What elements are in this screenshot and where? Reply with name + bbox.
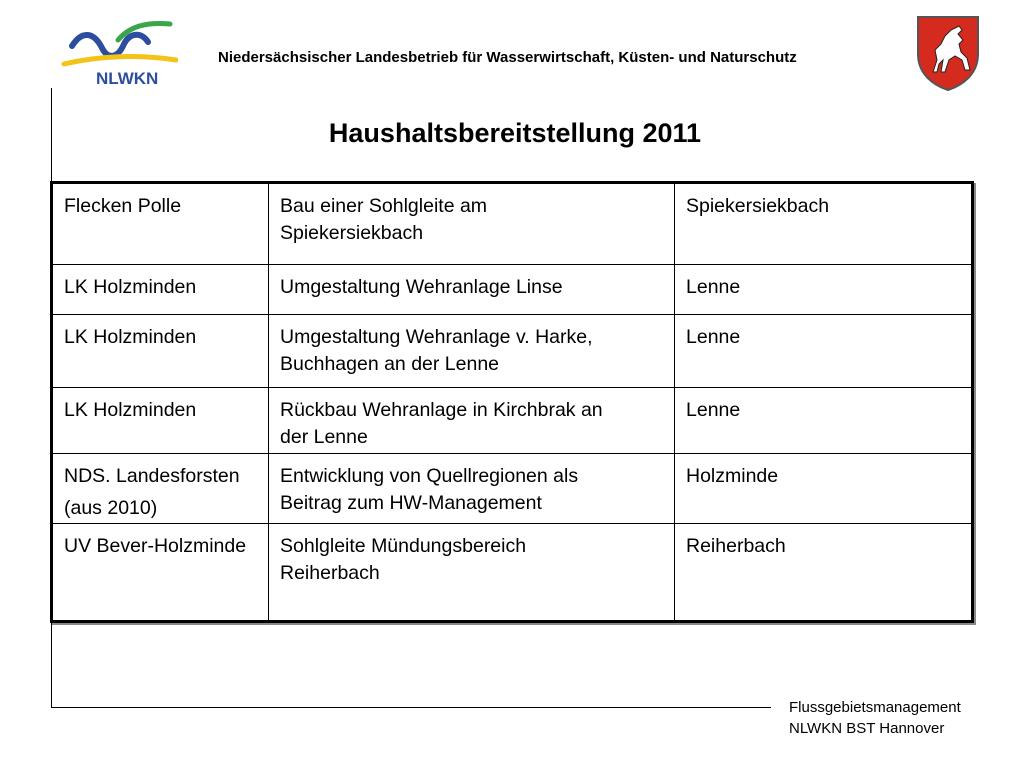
logo-wave-yellow	[64, 57, 176, 64]
table-row	[52, 388, 973, 454]
page-title: Haushaltsbereitstellung 2011	[328, 118, 702, 148]
cell-water-body	[675, 315, 973, 388]
cell-authority	[52, 388, 269, 454]
cell-authority	[52, 315, 269, 388]
cell-water-body	[675, 183, 973, 265]
authority-text: LK Holzminden	[64, 399, 197, 421]
measure-text: Entwicklung von Quellregionen als	[280, 465, 579, 487]
table-row	[52, 265, 973, 315]
lower-saxony-horse-crest-icon	[915, 14, 981, 92]
cell-measure	[269, 524, 675, 622]
table-row	[52, 524, 973, 622]
cell-authority	[52, 524, 269, 622]
cell-measure	[269, 183, 675, 265]
footer-line-2: NLWKN BST Hannover	[789, 720, 945, 737]
authority-text: (aus 2010)	[64, 497, 158, 519]
bottom-rule	[51, 707, 771, 708]
logo-wave-blue	[72, 35, 148, 56]
cell-water-body	[675, 265, 973, 315]
footer	[789, 697, 961, 739]
cell-water-body	[675, 388, 973, 454]
table-row	[52, 454, 973, 524]
measure-text: Umgestaltung Wehranlage Linse	[280, 276, 563, 298]
cell-water-body	[675, 454, 973, 524]
water-body-text: Spiekersiekbach	[686, 195, 830, 217]
footer-line-1: Flussgebietsmanagement	[789, 699, 961, 716]
water-body-text: Reiherbach	[686, 535, 786, 557]
table-row	[52, 183, 973, 265]
cell-measure	[269, 315, 675, 388]
measure-text: Rückbau Wehranlage in Kirchbrak an	[280, 399, 603, 421]
cell-authority	[52, 183, 269, 265]
authority-text: LK Holzminden	[64, 326, 197, 348]
logo-text: NLWKN	[96, 69, 159, 88]
water-body-text: Lenne	[686, 326, 741, 348]
authority-text: Flecken Polle	[64, 195, 182, 217]
measure-text: der Lenne	[280, 426, 368, 448]
budget-table	[50, 181, 974, 623]
cell-authority	[52, 454, 269, 524]
cell-measure	[269, 454, 675, 524]
cell-measure	[269, 388, 675, 454]
nlwkn-logo	[58, 18, 178, 88]
table-row	[52, 315, 973, 388]
measure-text: Reiherbach	[280, 562, 380, 584]
water-body-text: Holzminde	[686, 465, 779, 487]
measure-text: Sohlgleite Mündungsbereich	[280, 535, 527, 557]
cell-authority	[52, 265, 269, 315]
measure-text: Beitrag zum HW-Management	[280, 492, 542, 514]
measure-text: Bau einer Sohlgleite am	[280, 195, 488, 217]
water-body-text: Lenne	[686, 276, 741, 298]
organization-name: Niedersächsischer Landesbetrieb für Wasserwirtschaft, Küsten- und Naturschutz	[218, 49, 797, 66]
measure-text: Spiekersiekbach	[280, 222, 424, 244]
authority-text: NDS. Landesforsten	[64, 465, 240, 487]
measure-text: Umgestaltung Wehranlage v. Harke,	[280, 326, 593, 348]
authority-text: LK Holzminden	[64, 276, 197, 298]
cell-water-body	[675, 524, 973, 622]
authority-text: UV Bever-Holzminde	[64, 535, 247, 557]
cell-measure	[269, 265, 675, 315]
water-body-text: Lenne	[686, 399, 741, 421]
measure-text: Buchhagen an der Lenne	[280, 353, 500, 375]
